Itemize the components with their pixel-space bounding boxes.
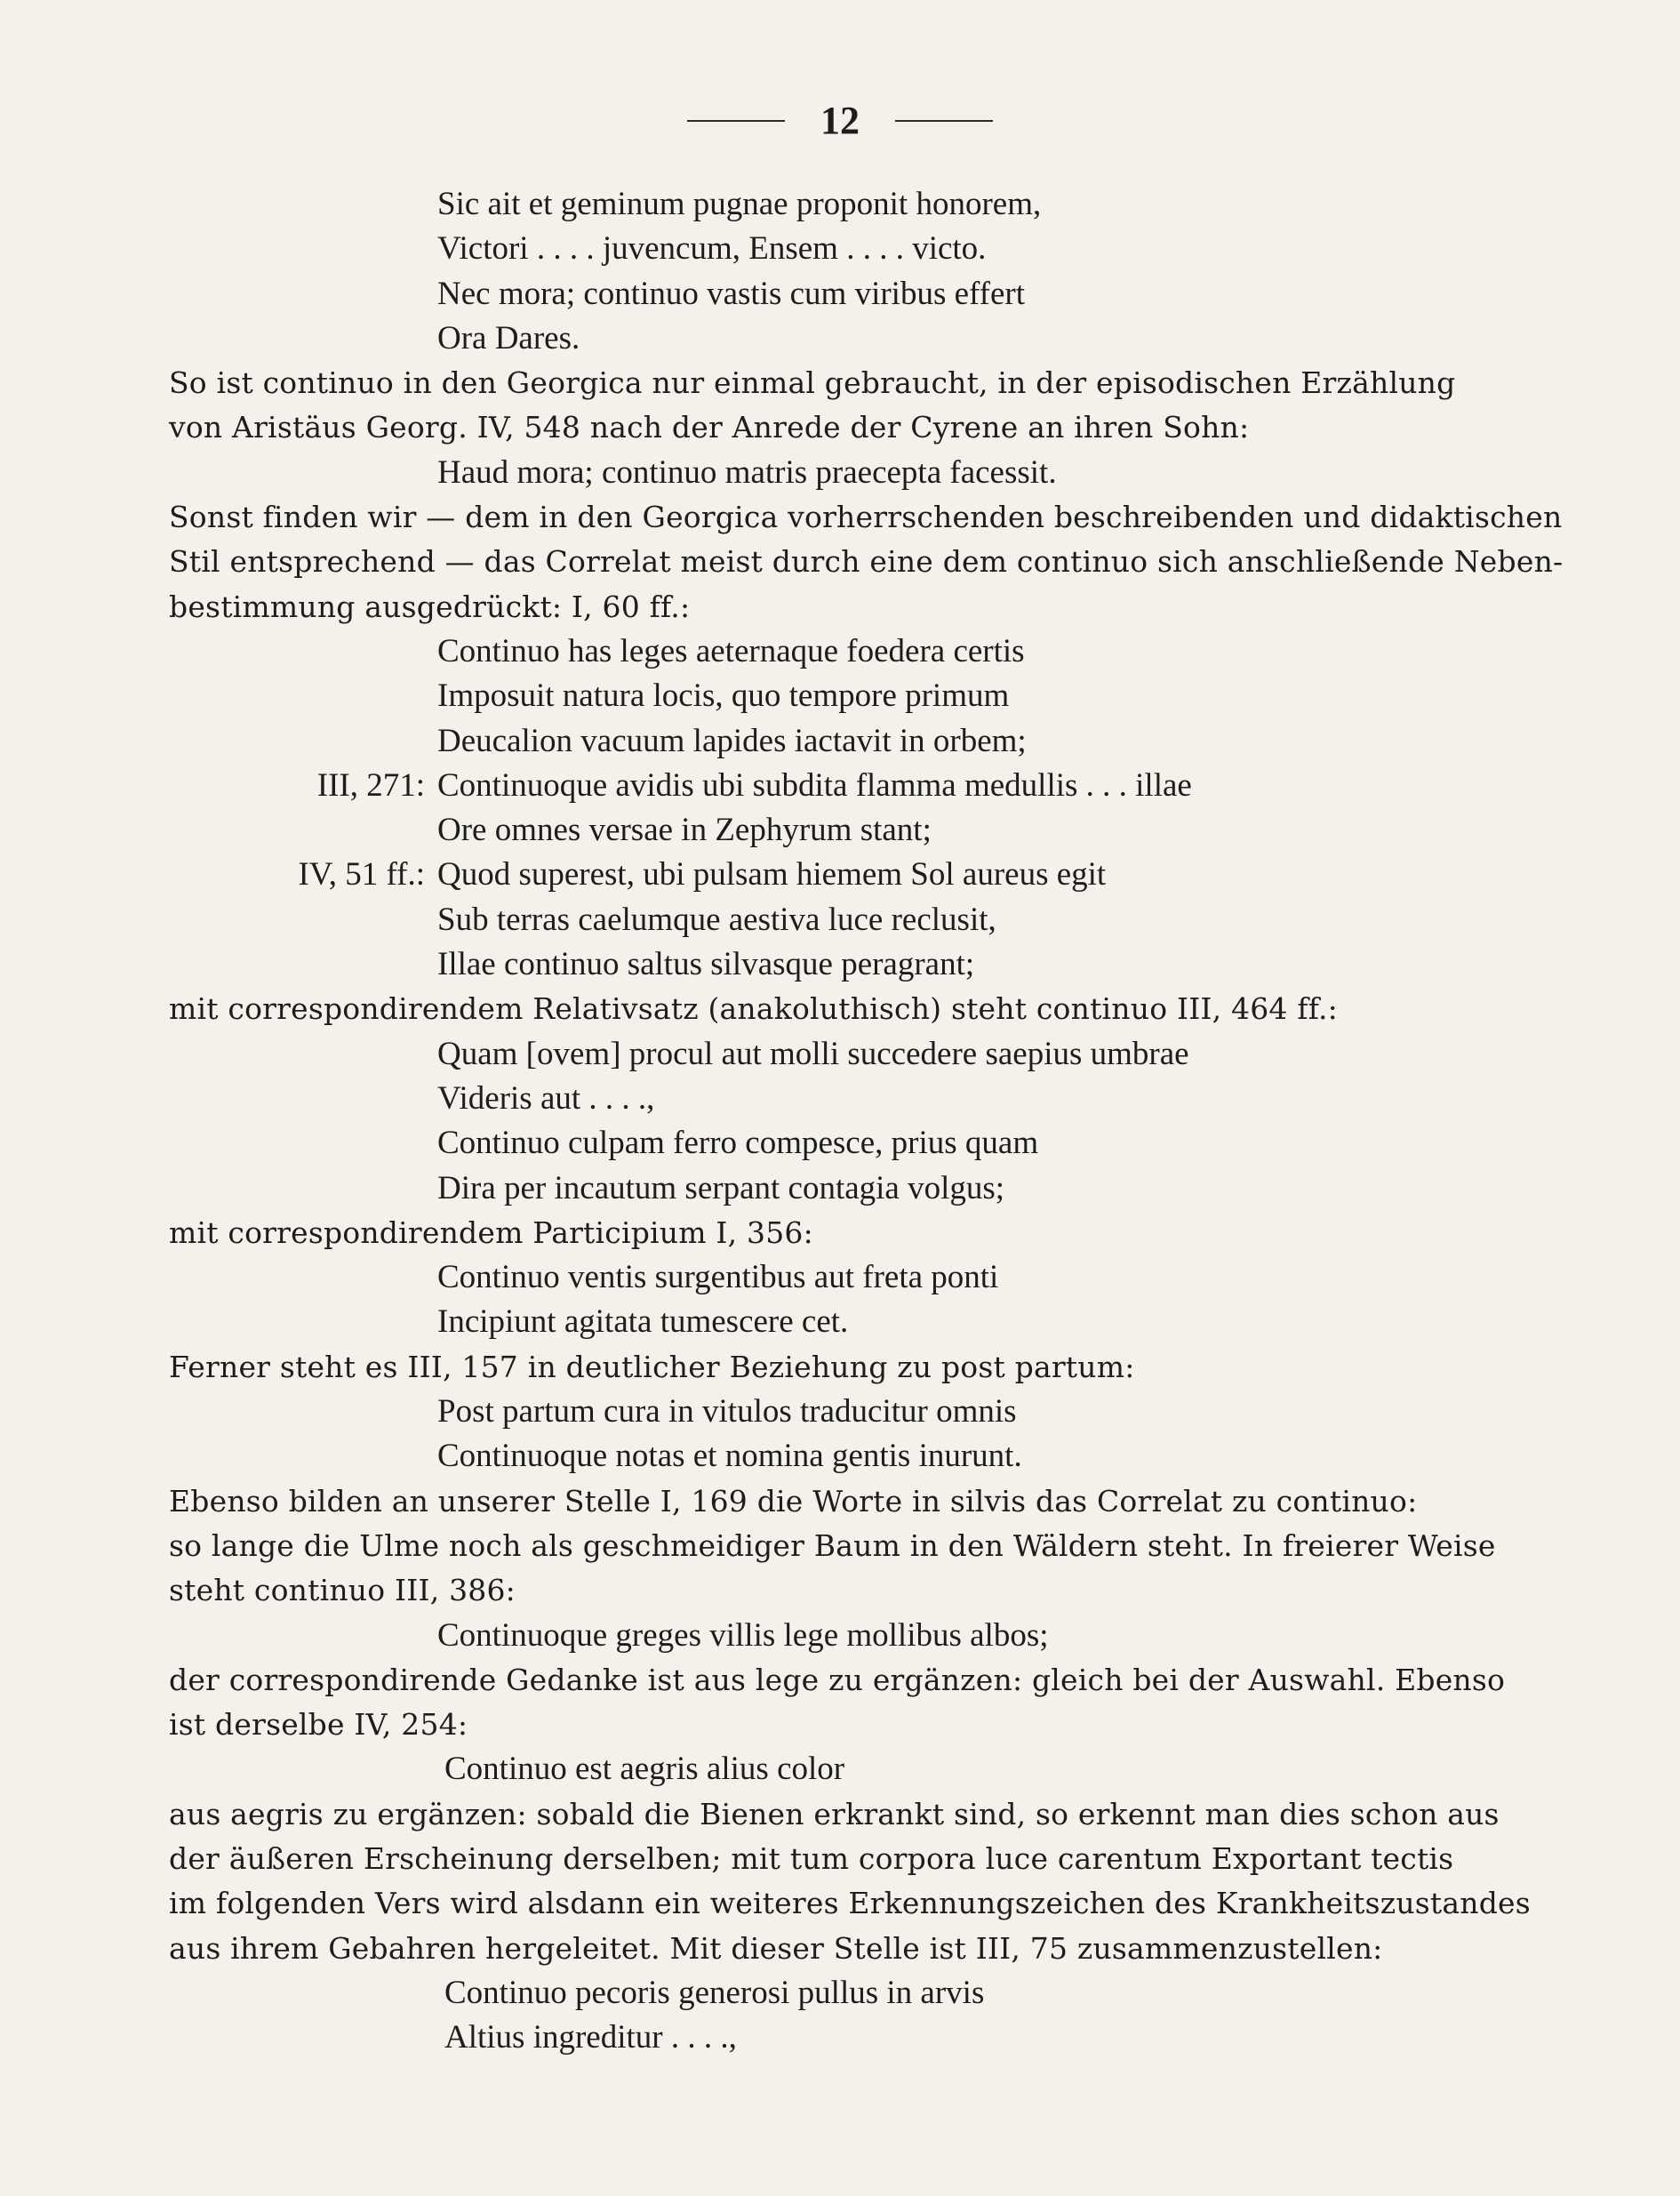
verse-line: Sub terras caelumque aestiva luce reclusit,: [437, 901, 996, 938]
verse-line: Post partum cura in vitulos traducitur omnis: [437, 1393, 1017, 1431]
verse-line: Videris aut . . . .,: [437, 1079, 655, 1117]
verse-line: Continuo ventis surgentibus aut freta ponti: [437, 1259, 999, 1296]
prose-line: mit correspondirendem Participium I, 356:: [169, 1214, 813, 1250]
prose-line: aus ihrem Gebahren hergeleitet. Mit dieser Stelle ist III, 75 zusammenzustellen:: [169, 1930, 1383, 1966]
verse-line: Continuoque greges villis lege mollibus albos;: [437, 1616, 1049, 1654]
verse-line: Illae continuo saltus silvasque peragrant;: [437, 946, 975, 983]
prose-line: der correspondirende Gedanke ist aus lege zu ergänzen: gleich bei der Auswahl. Ebenso: [169, 1662, 1506, 1697]
page-header: [0, 98, 1680, 143]
verse-line: Altius ingreditur . . . .,: [444, 2019, 737, 2056]
header-rule-left: [687, 120, 785, 122]
prose-line: Ebenso bilden an unserer Stelle I, 169 die Worte in silvis das Correlat zu continuo:: [169, 1483, 1418, 1519]
verse-reference: III, 271:: [316, 766, 425, 804]
verse-reference: IV, 51 ff.:: [298, 856, 425, 894]
prose-line: im folgenden Vers wird alsdann ein weiteres Erkennungszeichen des Krankheitszustandes: [169, 1886, 1531, 1921]
prose-line: Sonst finden wir — dem in den Georgica vorherrschenden beschreibenden und didaktischen: [169, 500, 1563, 535]
verse-line: Continuo pecoris generosi pullus in arvis: [444, 1974, 985, 2011]
prose-line: So ist continuo in den Georgica nur einmal gebraucht, in der episodischen Erzählung: [169, 365, 1456, 401]
verse-line: Incipiunt agitata tumescere cet.: [437, 1303, 849, 1341]
verse-line: Nec mora; continuo vastis cum viribus effert: [437, 275, 1026, 312]
prose-line: mit correspondirendem Relativsatz (anakoluthisch) steht continuo III, 464 ff.:: [169, 991, 1338, 1027]
verse-line: Ore omnes versae in Zephyrum stant;: [437, 812, 932, 849]
prose-line: Ferner steht es III, 157 in deutlicher Beziehung zu post partum:: [169, 1349, 1135, 1384]
prose-line: ist derselbe IV, 254:: [169, 1707, 468, 1743]
prose-line: so lange die Ulme noch als geschmeidiger Baum in den Wäldern steht. In freierer Weise: [169, 1527, 1496, 1563]
prose-line: Stil entsprechend — das Correlat meist durch eine dem continuo sich anschließende Neben-: [169, 544, 1564, 580]
verse-line: Continuoque notas et nomina gentis inurunt.: [437, 1438, 1022, 1475]
verse-line: Continuo est aegris alius color: [444, 1751, 845, 1788]
verse-text: Continuoque avidis ubi subdita flamma medullis . . . illae: [437, 766, 1192, 804]
header-rule-right: [895, 120, 993, 122]
body-text: [169, 182, 1564, 2060]
prose-line: steht continuo III, 386:: [169, 1573, 516, 1608]
verse-line: Continuo has leges aeternaque foedera certis: [437, 632, 1025, 669]
verse-line: Quam [ovem] procul aut molli succedere saepius umbrae: [437, 1035, 1189, 1072]
prose-line: der äußeren Erscheinung derselben; mit tum corpora luce carentum Exportant tectis: [169, 1840, 1454, 1876]
verse-line: Victori . . . . juvencum, Ensem . . . . victo.: [437, 230, 987, 268]
verse-line: Haud mora; continuo matris praecepta facessit.: [437, 453, 1057, 491]
prose-line: bestimmung ausgedrückt: I, 60 ff.:: [169, 589, 691, 624]
verse-line: Deucalion vacuum lapides iactavit in orbem;: [437, 722, 1027, 759]
verse-line: Continuo culpam ferro compesce, prius quam: [437, 1125, 1039, 1162]
page-number: 12: [820, 99, 860, 142]
referenced-verse-line: [169, 853, 1529, 897]
verse-line: Sic ait et geminum pugnae proponit honorem,: [437, 186, 1042, 222]
referenced-verse-line: [169, 764, 1529, 808]
verse-line: Ora Dares.: [437, 319, 580, 357]
verse-text: Quod superest, ubi pulsam hiemem Sol aureus egit: [437, 856, 1107, 894]
prose-line: aus aegris zu ergänzen: sobald die Bienen erkrankt sind, so erkennt man dies schon aus: [169, 1796, 1500, 1831]
verse-line: Dira per incautum serpant contagia volgus;: [437, 1169, 1005, 1206]
verse-line: Imposuit natura locis, quo tempore primum: [437, 677, 1010, 715]
prose-line: von Aristäus Georg. IV, 548 nach der Anrede der Cyrene an ihren Sohn:: [169, 410, 1250, 445]
